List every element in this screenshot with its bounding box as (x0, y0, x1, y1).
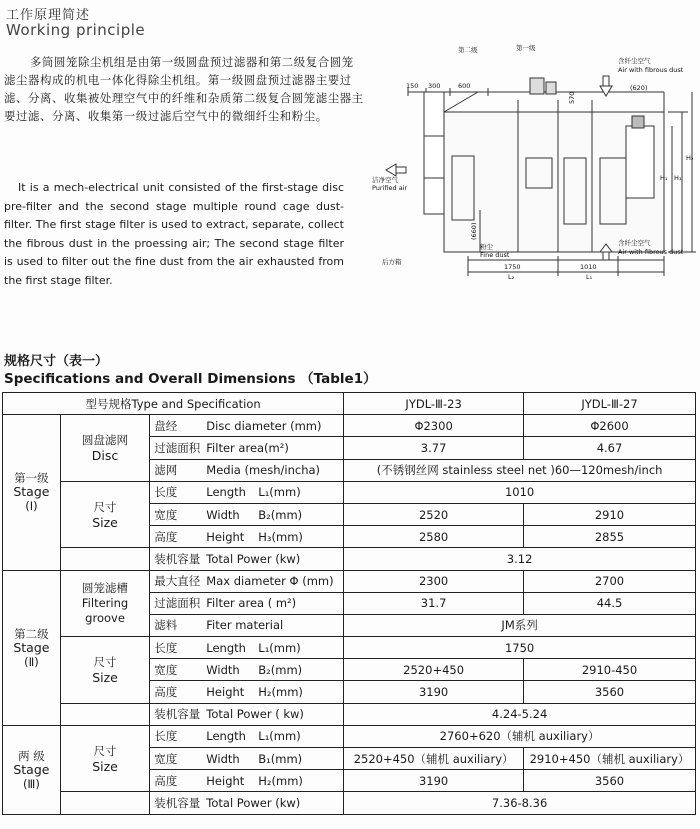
header-model-2: JYDL-Ⅲ-27 (524, 393, 696, 415)
principle-paragraph-en: It is a mech-electrical unit consisted of the first-stage disc pre-filter and the second stage multiple round cage dust-filter. The first stage filter is used to extract, separate, collect the fibrous dust in the proessing air; The second stage filter is used to filter out the fine dust from the air exhausted from the first stage filter. (4, 181, 344, 287)
table-title-cn: 规格尺寸（表一） (4, 354, 109, 369)
diagram-dim-300: 300 (428, 82, 441, 90)
diagram-label-dusty-top-cn: 含纤尘空气 (618, 57, 651, 65)
diagram-dim-620: (620) (630, 84, 648, 92)
cell-value: 1010 (344, 481, 696, 503)
cell-value: 2910+450（辅机 auxiliary） (524, 748, 696, 770)
cell-value: 2700 (524, 570, 696, 592)
param-label: 长度 Length L₁(mm) (150, 725, 344, 747)
param-label: 盘经 Disc diameter (mm) (150, 415, 344, 437)
diagram-label-purified-cn: 洁净空气 (372, 176, 398, 184)
param-label: 装机容量 Total Power (kw) (150, 548, 344, 570)
diagram-dim-H1: H₁ (660, 174, 668, 182)
principle-title-cn: 工作原理简述 (6, 8, 91, 23)
cell-value: 7.36-8.36 (344, 792, 696, 814)
cell-value: 2760+620（辅机 auxiliary） (344, 725, 696, 747)
diagram-label-dusty-top-en: Air with fibrous dust (618, 66, 684, 74)
cell-value: 4.24-5.24 (344, 703, 696, 725)
cell-value: (不锈钢丝网 stainless steel net )60—120mesh/inch (344, 459, 696, 481)
diagram-label-stage2: 第二级 (458, 46, 478, 54)
principle-paragraph-cn: 多筒圆笼除尘机组是由第一级圆盘预过滤器和第二级复合圆笼滤尘器构成的机电一体化得除尘机组。第一级圆盘预过滤器主要过滤、分离、收集被处理空气中的纤维和杂质第二级复合圆笼滤尘器主要过滤、分离、收集第一级过滤后空气中的微细纤尘和粉尘。 (4, 55, 364, 123)
cell-value: 3190 (344, 770, 524, 792)
table-header-row (3, 393, 696, 415)
param-label: 宽度 Width B₁(mm) (150, 748, 344, 770)
cell-value: 2910 (524, 503, 696, 525)
param-label: 最大直径 Max diameter Φ (mm) (150, 570, 344, 592)
power-spacer (60, 792, 149, 814)
cell-value: 2300 (344, 570, 524, 592)
diagram-dim-H3: H₃ (674, 174, 682, 182)
power-spacer (60, 548, 149, 570)
param-label: 长度 Length L₁(mm) (150, 637, 344, 659)
diagram-label-purified-en: Purified air (372, 184, 408, 192)
diagram-dim-570: 570 (568, 91, 576, 104)
param-label: 高度 Height H₂(mm) (150, 770, 344, 792)
table-row (3, 792, 696, 814)
stage1-size-label: 尺寸 Size (60, 481, 149, 548)
cell-value: 44.5 (524, 592, 696, 614)
cell-value: 1750 (344, 637, 696, 659)
cell-value: Φ2300 (344, 415, 524, 437)
param-label: 宽度 Width B₂(mm) (150, 659, 344, 681)
param-label: 高度 Height H₂(mm) (150, 681, 344, 703)
cell-value: 3560 (524, 770, 696, 792)
cell-value: 3.77 (344, 437, 524, 459)
spec-table (2, 392, 696, 815)
param-label: 高度 Height H₃(mm) (150, 526, 344, 548)
stage3-size-label: 尺寸 Size (60, 725, 149, 792)
stage2-size-label: 尺寸 Size (60, 637, 149, 704)
header-type-spec: 型号规格Type and Specification (3, 393, 344, 415)
cell-value: 2910-450 (524, 659, 696, 681)
power-spacer (60, 703, 149, 725)
cell-value: 31.7 (344, 592, 524, 614)
diagram-dim-1010: 1010 (580, 263, 597, 271)
table-row (3, 703, 696, 725)
table-row (3, 481, 696, 503)
table-row (3, 570, 696, 592)
stage2-label: 第二级 Stage (Ⅱ) (3, 570, 61, 725)
principle-title-en: Working principle (6, 21, 146, 39)
param-label: 滤网 Media (mesh/incha) (150, 459, 344, 481)
stage1-disc-label: 圆盘滤网 Disc (60, 415, 149, 482)
stage3-label: 两 级 Stage (Ⅲ) (3, 725, 61, 814)
diagram-dim-660: (660) (470, 222, 478, 240)
table-row (3, 725, 696, 747)
cell-value: 3190 (344, 681, 524, 703)
table-row (3, 637, 696, 659)
cell-value: 2520+450 (344, 659, 524, 681)
param-label: 装机容量 Total Power ( kw) (150, 703, 344, 725)
param-label: 长度 Length L₁(mm) (150, 481, 344, 503)
param-label: 宽度 Width B₂(mm) (150, 503, 344, 525)
dust-unit-diagram (368, 40, 700, 280)
stage1-label: 第一级 Stage (Ⅰ) (3, 415, 61, 570)
diagram-label-back-box: 后方箱 (382, 258, 402, 266)
diagram-dim-1750: 1750 (504, 263, 521, 271)
diagram-dim-H2: H₂ (686, 154, 694, 162)
diagram-dim-600: 600 (458, 82, 471, 90)
cell-value: 4.67 (524, 437, 696, 459)
diagram-label-stage1: 第一级 (516, 44, 536, 52)
diagram-label-fine-cn: 粉尘 (480, 243, 493, 251)
cell-value: 3560 (524, 681, 696, 703)
diagram-label-dusty-bot-en: Air with fibrous dust (618, 248, 684, 256)
cell-value: 2855 (524, 526, 696, 548)
stage2-groove-label: 圆笼滤槽 Filtering groove (60, 570, 149, 637)
cell-value: JM系列 (344, 614, 696, 636)
cell-value: 2580 (344, 526, 524, 548)
param-label: 滤料 Fiter material (150, 614, 344, 636)
header-model-1: JYDL-Ⅲ-23 (344, 393, 524, 415)
diagram-label-fine-en: Fine dust (480, 251, 510, 259)
table-row (3, 548, 696, 570)
diagram-dim-L1: L₁ (586, 273, 593, 280)
param-label: 过滤面积 Filter area ( m²) (150, 592, 344, 614)
table-row (3, 415, 696, 437)
param-label: 装机容量 Total Power (kw) (150, 792, 344, 814)
cell-value: Φ2600 (524, 415, 696, 437)
table-title-en: Specifications and Overall Dimensions （Table1） (4, 371, 377, 387)
cell-value: 2520 (344, 503, 524, 525)
diagram-dim-150: 150 (406, 82, 419, 90)
diagram-label-dusty-bot-cn: 含纤尘空气 (618, 239, 651, 247)
diagram-dim-L2: L₂ (508, 273, 515, 280)
cell-value: 3.12 (344, 548, 696, 570)
param-label: 过滤面积 Filter area(m²) (150, 437, 344, 459)
cell-value: 2520+450（辅机 auxiliary） (344, 748, 524, 770)
